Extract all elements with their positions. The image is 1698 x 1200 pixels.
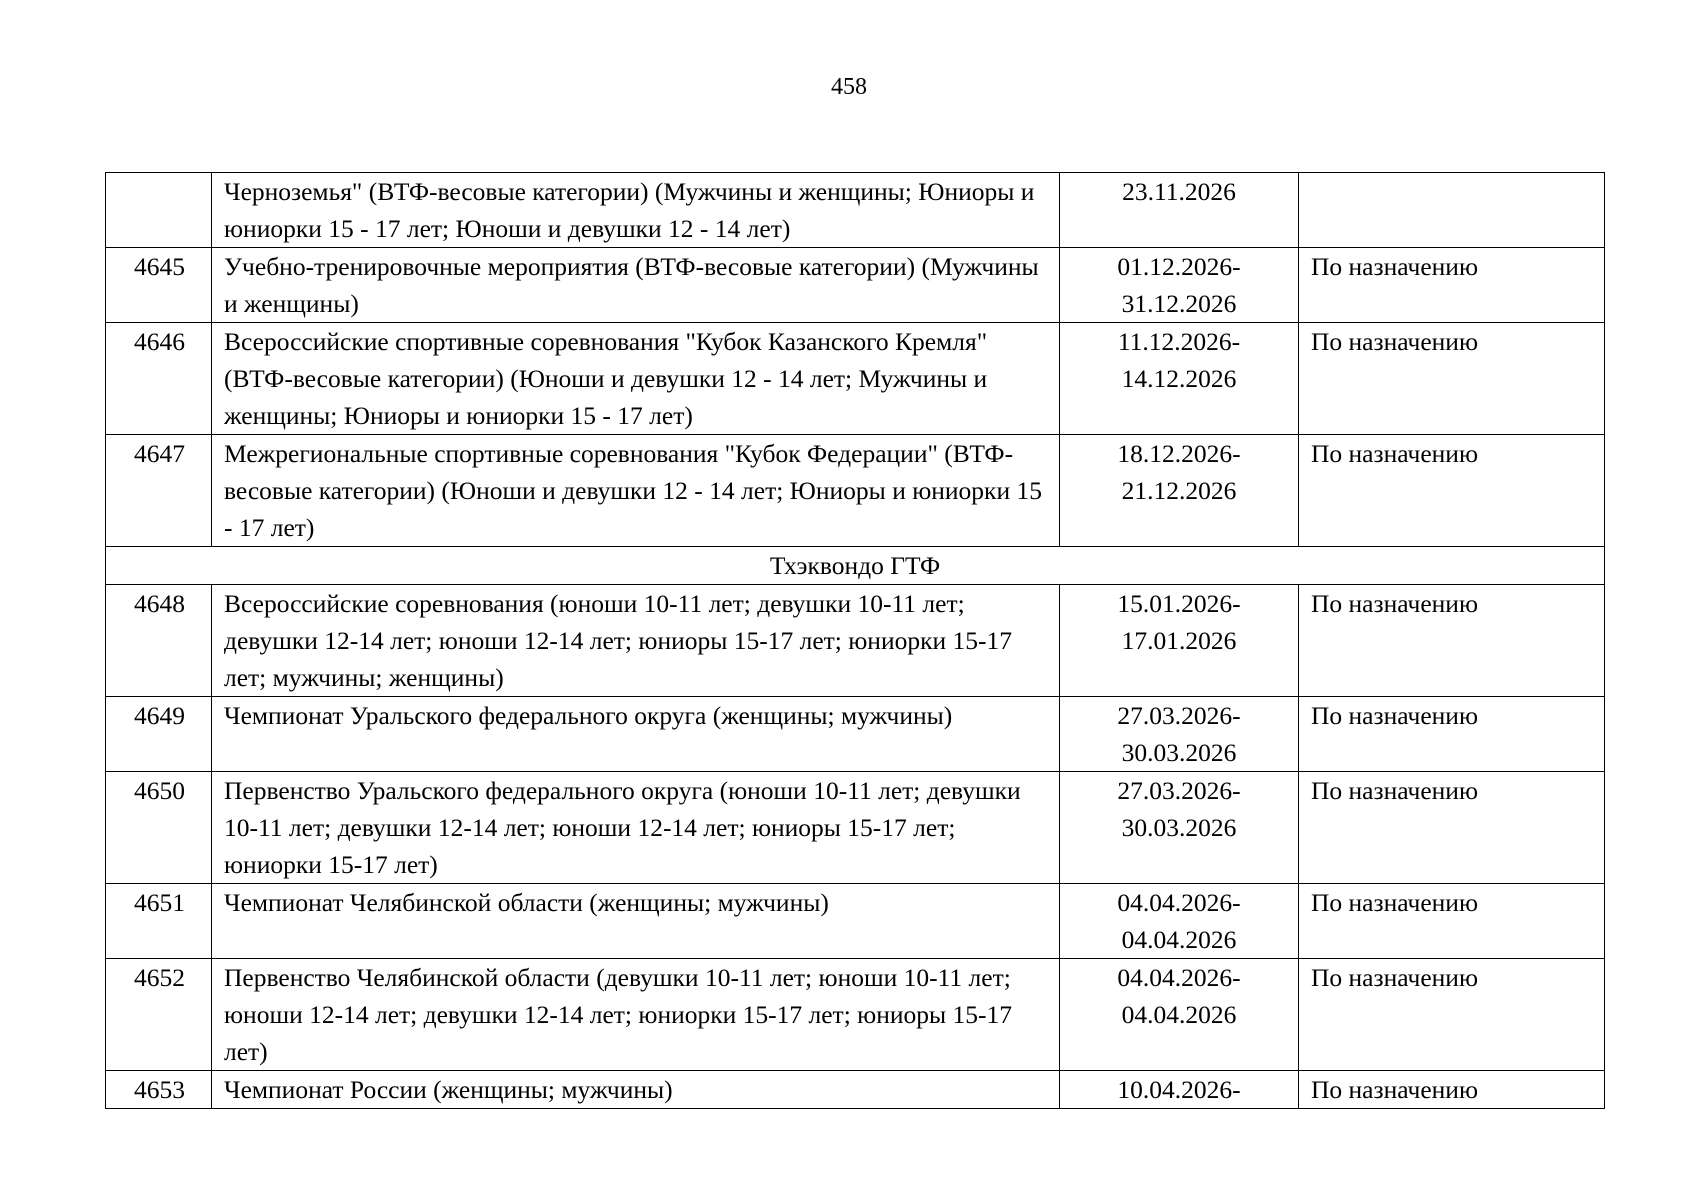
event-place: По назначению	[1299, 959, 1605, 1071]
event-name: Межрегиональные спортивные соревнования "Кубок Федерации" (ВТФ-весовые категории) (Юноши и девушки 12 - 14 лет; Юниоры и юниорки 15 - 17 лет)	[212, 435, 1060, 547]
event-dates-cell	[1060, 585, 1299, 697]
event-date-end: 31.12.2026	[1121, 289, 1237, 318]
event-number: 4651	[134, 888, 185, 917]
events-table-body	[106, 173, 1605, 1109]
event-name: Первенство Уральского федерального округа (юноши 10-11 лет; девушки 10-11 лет; девушки 12-14 лет; юноши 12-14 лет; юниоры 15-17 лет; юниорки 15-17 лет)	[212, 772, 1060, 884]
event-dates-cell	[1060, 435, 1299, 547]
event-dates-cell	[1060, 884, 1299, 959]
event-dates-cell	[1060, 1071, 1299, 1109]
event-dates-cell	[1060, 959, 1299, 1071]
event-name: Всероссийские соревнования (юноши 10-11 лет; девушки 10-11 лет; девушки 12-14 лет; юноши 12-14 лет; юниоры 15-17 лет; юниорки 15-17 лет; мужчины; женщины)	[212, 585, 1060, 697]
event-dates-cell	[1060, 323, 1299, 435]
event-date-end: 30.03.2026	[1121, 738, 1237, 767]
table-row	[106, 173, 1605, 248]
event-date-start: 10.04.2026-	[1117, 1075, 1241, 1104]
event-number-cell	[106, 173, 212, 248]
event-dates-cell	[1060, 697, 1299, 772]
table-row	[106, 697, 1605, 772]
event-dates-cell	[1060, 248, 1299, 323]
event-name: Всероссийские спортивные соревнования "Кубок Казанского Кремля" (ВТФ-весовые категории) (Юноши и девушки 12 - 14 лет; Мужчины и женщины; Юниоры и юниорки 15 - 17 лет)	[212, 323, 1060, 435]
event-date-end: 30.03.2026	[1121, 813, 1237, 842]
event-name: Первенство Челябинской области (девушки 10-11 лет; юноши 10-11 лет; юноши 12-14 лет; девушки 12-14 лет; юниорки 15-17 лет; юниоры 15-17 лет)	[212, 959, 1060, 1071]
event-date-end: 14.12.2026	[1121, 364, 1237, 393]
table-row	[106, 323, 1605, 435]
event-date-start: 27.03.2026-	[1117, 776, 1241, 805]
event-place: По назначению	[1299, 1071, 1605, 1109]
event-name: Черноземья" (ВТФ-весовые категории) (Мужчины и женщины; Юниоры и юниорки 15 - 17 лет; Юноши и девушки 12 - 14 лет)	[212, 173, 1060, 248]
event-date-start: 11.12.2026-	[1117, 327, 1241, 356]
event-place: По назначению	[1299, 585, 1605, 697]
table-row	[106, 884, 1605, 959]
event-place: По назначению	[1299, 697, 1605, 772]
event-date-end: 21.12.2026	[1121, 476, 1237, 505]
event-number: 4653	[134, 1075, 185, 1104]
event-place: По назначению	[1299, 884, 1605, 959]
event-date-start: 04.04.2026-	[1117, 888, 1241, 917]
event-place: По назначению	[1299, 323, 1605, 435]
event-number-cell	[106, 435, 212, 547]
section-row	[106, 547, 1605, 585]
event-date-start: 04.04.2026-	[1117, 963, 1241, 992]
event-date-end: 04.04.2026	[1121, 925, 1237, 954]
page-number: 458	[831, 74, 867, 100]
event-number: 4646	[134, 327, 185, 356]
events-table	[105, 172, 1605, 1109]
event-number: 4645	[134, 252, 185, 281]
event-place: По назначению	[1299, 772, 1605, 884]
event-number: 4652	[134, 963, 185, 992]
event-number-cell	[106, 772, 212, 884]
event-number: 4650	[134, 776, 185, 805]
table-row	[106, 772, 1605, 884]
table-row	[106, 959, 1605, 1071]
event-number-cell	[106, 323, 212, 435]
event-name: Чемпионат Уральского федерального округа (женщины; мужчины)	[212, 697, 1060, 772]
event-place: По назначению	[1299, 435, 1605, 547]
event-date-end: 04.04.2026	[1121, 1000, 1237, 1029]
table-row	[106, 248, 1605, 323]
event-date-start: 27.03.2026-	[1117, 701, 1241, 730]
event-number-cell	[106, 248, 212, 323]
table-row	[106, 585, 1605, 697]
event-place	[1299, 173, 1605, 248]
event-date-start: 15.01.2026-	[1117, 589, 1241, 618]
event-date-end: 17.01.2026	[1121, 626, 1237, 655]
event-place: По назначению	[1299, 248, 1605, 323]
event-number-cell	[106, 959, 212, 1071]
event-number: 4648	[134, 589, 185, 618]
event-name: Учебно-тренировочные мероприятия (ВТФ-весовые категории) (Мужчины и женщины)	[212, 248, 1060, 323]
event-number-cell	[106, 585, 212, 697]
event-number: 4647	[134, 439, 185, 468]
table-row	[106, 435, 1605, 547]
event-dates-cell	[1060, 173, 1299, 248]
event-number: 4649	[134, 701, 185, 730]
event-number-cell	[106, 697, 212, 772]
event-dates-cell	[1060, 772, 1299, 884]
event-name: Чемпионат Челябинской области (женщины; мужчины)	[212, 884, 1060, 959]
event-number-cell	[106, 1071, 212, 1109]
section-title: Тхэквондо ГТФ	[106, 547, 1605, 585]
event-date-start: 18.12.2026-	[1117, 439, 1241, 468]
event-date-start: 23.11.2026	[1122, 177, 1236, 206]
event-number-cell	[106, 884, 212, 959]
event-name: Чемпионат России (женщины; мужчины)	[212, 1071, 1060, 1109]
event-date-start: 01.12.2026-	[1117, 252, 1241, 281]
table-row	[106, 1071, 1605, 1109]
